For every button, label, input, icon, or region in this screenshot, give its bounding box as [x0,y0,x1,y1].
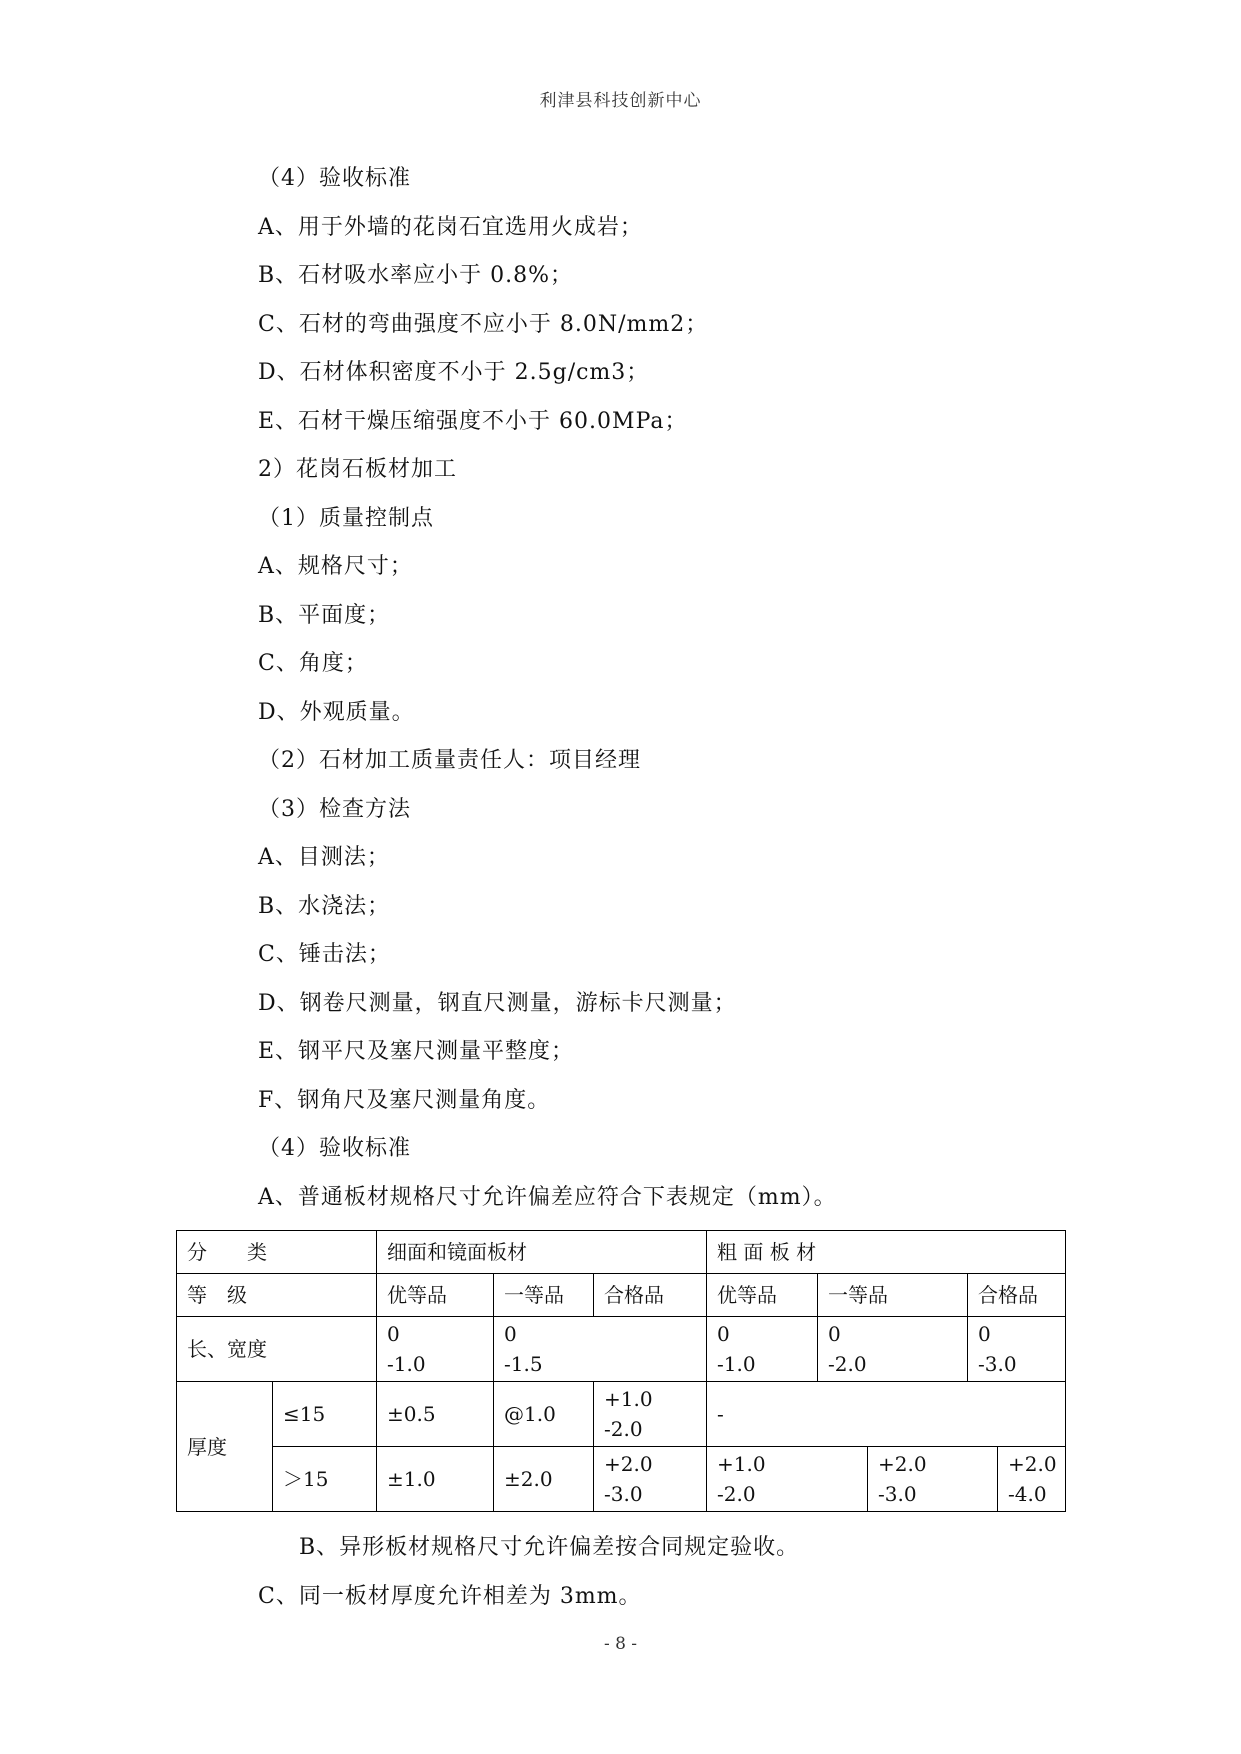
text-line: F、钢角尺及塞尺测量角度。 [258,1088,551,1113]
table-cell: 粗 面 板 材 [707,1231,1066,1274]
cell-value: +2.0 [1008,1452,1057,1476]
table-row [177,1231,1066,1274]
page-number: - 8 - [603,1634,638,1654]
cell-value: +2.0 [878,1452,927,1476]
table-caption: A、普通板材规格尺寸允许偏差应符合下表规定（mm）。 [258,1185,837,1210]
table-cell [594,1382,707,1447]
section-heading: （4）验收标准 [258,166,411,191]
cell-value: -4.0 [1008,1482,1047,1506]
table-cell [868,1447,998,1512]
table-cell: ≤15 [273,1382,377,1447]
table-cell: ±0.5 [377,1382,494,1447]
table-cell: 一等品 [818,1274,968,1317]
cell-value: 0 [504,1322,517,1346]
section-heading: （4）验收标准 [258,1136,411,1161]
section-heading: （2）石材加工质量责任人：项目经理 [258,748,641,773]
cell-value: -3.0 [878,1482,917,1506]
text-line: C、锤击法； [258,942,391,967]
table-cell [818,1317,968,1382]
section-heading: （1）质量控制点 [258,506,434,531]
text-line: A、用于外墙的花岗石宜选用火成岩； [258,215,643,240]
table-cell: 分 类 [177,1231,377,1274]
text-line: B、石材吸水率应小于 0.8%； [258,263,574,288]
document-header: 利津县科技创新中心 [539,91,702,111]
table-cell: 合格品 [594,1274,707,1317]
cell-value: -1.0 [387,1352,426,1376]
cell-value: -2.0 [828,1352,867,1376]
section-heading: （3）检查方法 [258,797,411,822]
cell-value: 0 [828,1322,841,1346]
text-line: D、外观质量。 [258,700,415,725]
table-cell: @1.0 [494,1382,594,1447]
text-line: C、同一板材厚度允许相差为 3mm。 [258,1584,642,1609]
section-heading: 2）花岗石板材加工 [258,457,457,482]
table-cell [707,1447,868,1512]
table-cell [377,1317,494,1382]
table-cell: ±2.0 [494,1447,594,1512]
text-line: D、钢卷尺测量，钢直尺测量，游标卡尺测量； [258,991,737,1016]
cell-value: +2.0 [604,1452,653,1476]
table-cell: 合格品 [968,1274,1066,1317]
cell-value: 0 [717,1322,730,1346]
table-cell: 细面和镜面板材 [377,1231,707,1274]
text-line: E、石材干燥压缩强度不小于 60.0MPa； [258,409,688,434]
text-line: A、目测法； [258,845,390,870]
cell-value: -1.0 [717,1352,756,1376]
cell-value: -2.0 [604,1417,643,1441]
table-cell: 优等品 [377,1274,494,1317]
text-line: B、水浇法； [258,894,391,919]
table-cell [968,1317,1066,1382]
table-cell: 优等品 [707,1274,818,1317]
cell-value: +1.0 [717,1452,766,1476]
cell-value: -1.5 [504,1352,543,1376]
table-row [177,1447,1066,1512]
table-cell [707,1317,818,1382]
table-cell: ＞15 [273,1447,377,1512]
table-cell: 厚度 [177,1382,273,1512]
cell-value: -3.0 [604,1482,643,1506]
cell-value: -2.0 [717,1482,756,1506]
table-cell [998,1447,1066,1512]
table-row [177,1274,1066,1317]
text-line: B、平面度； [258,603,391,628]
tolerance-table [176,1230,1066,1512]
cell-value: +1.0 [604,1387,653,1411]
table-cell [494,1317,707,1382]
cell-value: 0 [387,1322,400,1346]
table-cell: 一等品 [494,1274,594,1317]
table-cell [594,1447,707,1512]
text-line: C、石材的弯曲强度不应小于 8.0N/mm2； [258,312,709,337]
table-row [177,1317,1066,1382]
table-cell: 长、宽度 [177,1317,377,1382]
cell-value: 0 [978,1322,991,1346]
table-cell: ±1.0 [377,1447,494,1512]
cell-value: -3.0 [978,1352,1017,1376]
text-line: E、钢平尺及塞尺测量平整度； [258,1039,575,1064]
text-line: A、规格尺寸； [258,554,413,579]
table-row [177,1382,1066,1447]
text-line: C、角度； [258,651,368,676]
table-cell: - [707,1382,1066,1447]
text-line: D、石材体积密度不小于 2.5g/cm3； [258,360,650,385]
text-line: B、异形板材规格尺寸允许偏差按合同规定验收。 [299,1535,800,1560]
table-cell: 等 级 [177,1274,377,1317]
